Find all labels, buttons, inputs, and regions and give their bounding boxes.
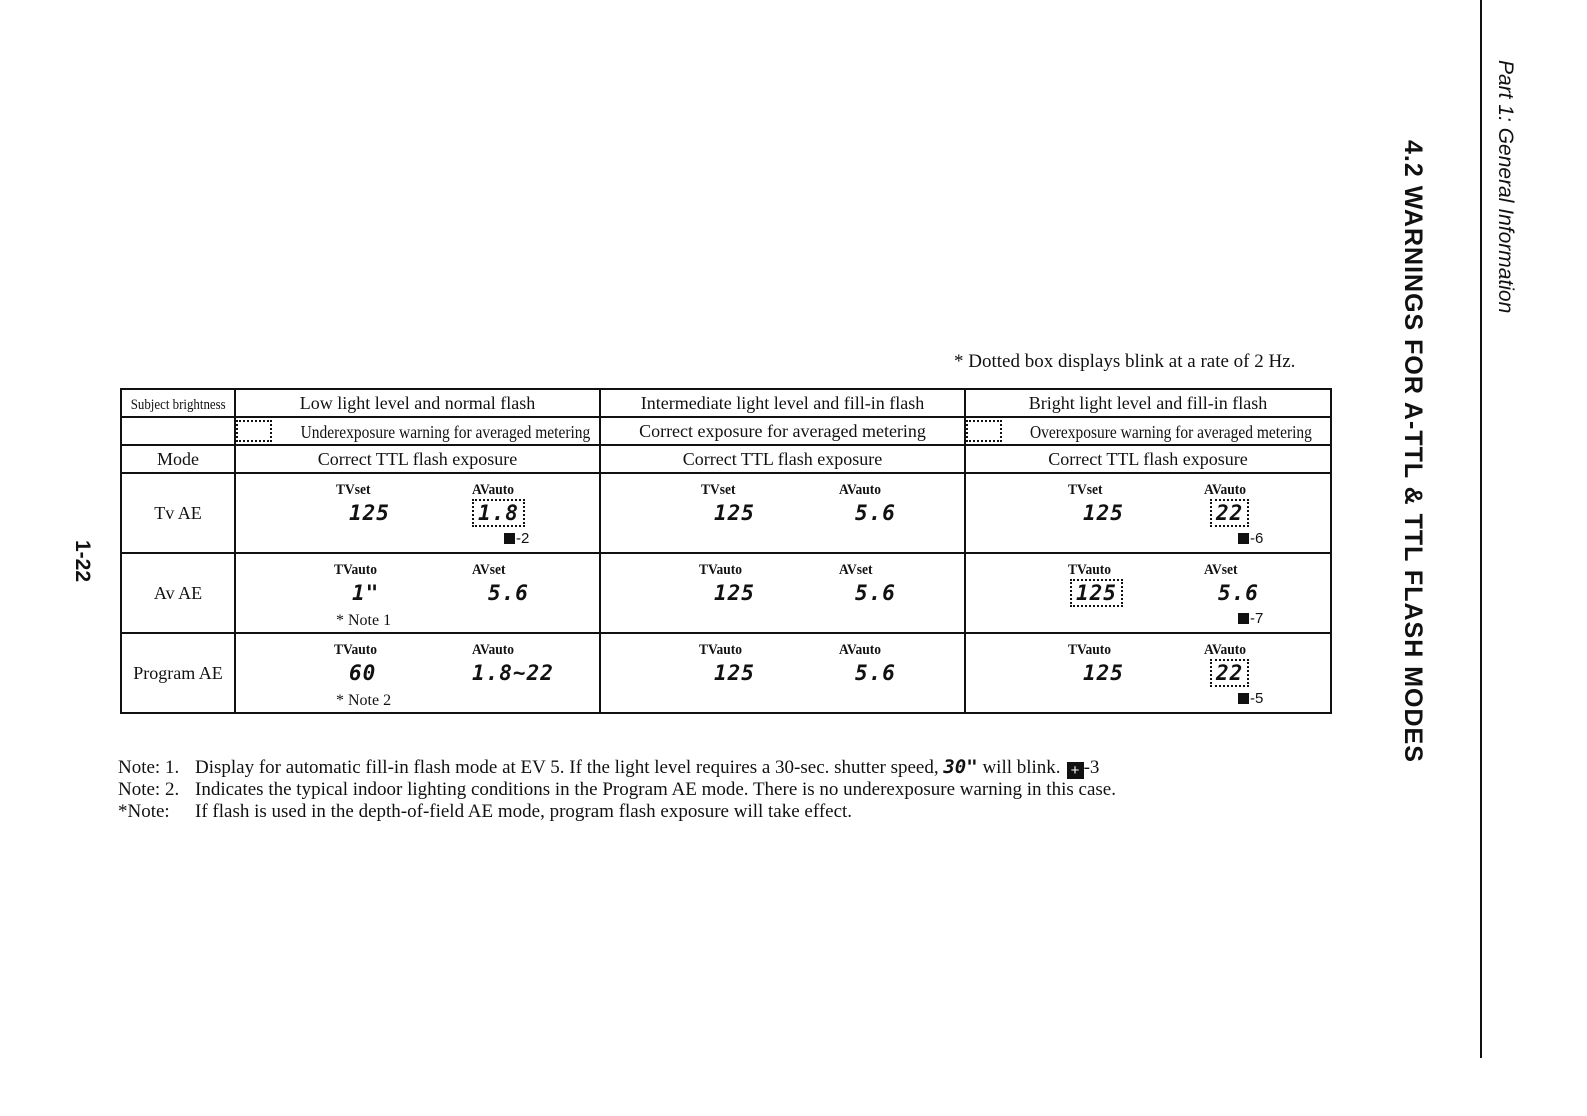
reference-text: -2: [516, 530, 530, 547]
display-cell: [965, 553, 1331, 633]
display-label: AVauto: [1204, 642, 1247, 658]
warning-header: [235, 417, 600, 445]
part-title: Part 1: General Information: [1494, 60, 1517, 314]
display-label: TVauto: [334, 642, 378, 658]
square-icon: [1238, 693, 1249, 704]
lcd-value: 5.6: [488, 581, 529, 605]
exposure-header: Correct TTL flash exposure: [965, 445, 1331, 473]
footnote-text: will blink.: [982, 757, 1061, 778]
reference-marker: [1238, 610, 1263, 627]
lcd-value-blinking: 1.8: [472, 499, 525, 527]
table-row: [121, 473, 1331, 553]
brightness-header: Low light level and normal flash: [235, 389, 600, 417]
warning-text: Correct exposure for averaged metering: [639, 420, 926, 441]
footnote: [118, 801, 1116, 823]
warning-header: [965, 417, 1331, 445]
display-label: AVauto: [472, 482, 515, 498]
dotted-box-icon: [236, 420, 272, 442]
display-label: TVset: [701, 482, 736, 498]
display-label: AVauto: [1204, 482, 1247, 498]
display-label: TVauto: [1068, 642, 1112, 658]
display-cell: [600, 553, 965, 633]
display-label: TVauto: [334, 562, 378, 578]
display-cell: [235, 553, 600, 633]
corner-cell: [121, 389, 235, 417]
brightness-header-row: [121, 389, 1331, 417]
display-label: TVauto: [1068, 562, 1112, 578]
lcd-value-blinking: 22: [1210, 659, 1249, 687]
blink-note: * Dotted box displays blink at a rate of 2 Hz.: [954, 351, 1296, 372]
footnote-key: *Note:: [118, 801, 170, 822]
display-label: AVauto: [472, 642, 515, 658]
lcd-value: 60: [349, 661, 377, 685]
dotted-box-icon: [966, 420, 1002, 442]
display-label: AVauto: [839, 482, 882, 498]
display-label: AVset: [1204, 562, 1238, 578]
lcd-value: 1": [352, 581, 380, 605]
display-cell: [965, 473, 1331, 553]
lcd-value: 125: [349, 501, 390, 525]
footnote: [118, 756, 1116, 779]
display-cell: [600, 473, 965, 553]
footnote-text: Indicates the typical indoor lighting conditions in the Program AE mode. There is no underexposure warning in this case.: [195, 779, 1116, 800]
brightness-header: Bright light level and fill-in flash: [965, 389, 1331, 417]
footnote-text: Display for automatic fill-in flash mode at EV 5. If the light level requires a 30-sec. shutter speed,: [195, 757, 939, 778]
reference-text: -5: [1250, 690, 1264, 707]
plus-box-icon: +: [1067, 762, 1084, 779]
lcd-value-blinking: 125: [1070, 579, 1123, 607]
square-icon: [1238, 533, 1249, 544]
warning-header-row: [121, 417, 1331, 445]
reference-text: -7: [1250, 610, 1264, 627]
subject-brightness-label: Subject brightness: [130, 396, 226, 413]
exposure-header: Correct TTL flash exposure: [235, 445, 600, 473]
section-title: 4.2 WARNINGS FOR A-TTL & TTL FLASH MODES: [1399, 140, 1427, 763]
exposure-header-row: [121, 445, 1331, 473]
footnote: [118, 779, 1116, 801]
reference-marker: [1238, 530, 1263, 547]
mode-cell: Program AE: [121, 633, 235, 713]
display-cell: [600, 633, 965, 713]
warning-header: [600, 417, 965, 445]
lcd-value: 5.6: [855, 661, 896, 685]
footnote-text: If flash is used in the depth-of-field AE mode, program flash exposure will take effect.: [195, 801, 853, 822]
mode-label: Mode: [121, 445, 235, 473]
mode-cell: Tv AE: [121, 473, 235, 553]
lcd-value: 125: [714, 661, 755, 685]
warnings-table: [120, 388, 1332, 714]
footnote-key: Note: 2.: [118, 779, 180, 800]
note-marker: * Note 2: [336, 692, 392, 709]
lcd-value: 125: [714, 581, 755, 605]
lcd-value: 1.8~22: [472, 661, 554, 685]
reference-text: -6: [1250, 530, 1264, 547]
lcd-value: 5.6: [1218, 581, 1259, 605]
footnotes: [118, 756, 1116, 823]
warning-text: Underexposure warning for averaged metering: [300, 421, 591, 442]
lcd-value: 125: [714, 501, 755, 525]
display-cell: [965, 633, 1331, 713]
square-icon: [1238, 613, 1249, 624]
note-marker: * Note 1: [336, 612, 392, 629]
warning-text: Overexposure warning for averaged metering: [1029, 421, 1312, 442]
reference-marker: [504, 530, 529, 547]
exposure-header: Correct TTL flash exposure: [600, 445, 965, 473]
display-label: TVset: [1068, 482, 1103, 498]
lcd-value: 125: [1083, 501, 1124, 525]
table-row: [121, 553, 1331, 633]
display-label: AVauto: [839, 642, 882, 658]
lcd-inline-value: 30": [943, 756, 978, 778]
display-cell: [235, 633, 600, 713]
lcd-value-blinking: 22: [1210, 499, 1249, 527]
brightness-header: Intermediate light level and fill-in flash: [600, 389, 965, 417]
lcd-value: 5.6: [855, 581, 896, 605]
display-label: TVauto: [699, 642, 743, 658]
display-label: AVset: [472, 562, 506, 578]
square-icon: [504, 533, 515, 544]
display-label: TVauto: [699, 562, 743, 578]
lcd-value: 125: [1083, 661, 1124, 685]
empty-cell: [121, 417, 235, 445]
reference-marker: [1238, 690, 1263, 707]
right-margin-rule: [1480, 0, 1482, 1058]
lcd-value: 5.6: [855, 501, 896, 525]
reference-text: -3: [1083, 757, 1100, 778]
display-label: TVset: [336, 482, 371, 498]
mode-cell: Av AE: [121, 553, 235, 633]
display-cell: [235, 473, 600, 553]
display-label: AVset: [839, 562, 873, 578]
table-row: [121, 633, 1331, 713]
footnote-key: Note: 1.: [118, 757, 180, 778]
page-number: 1-22: [71, 540, 94, 583]
